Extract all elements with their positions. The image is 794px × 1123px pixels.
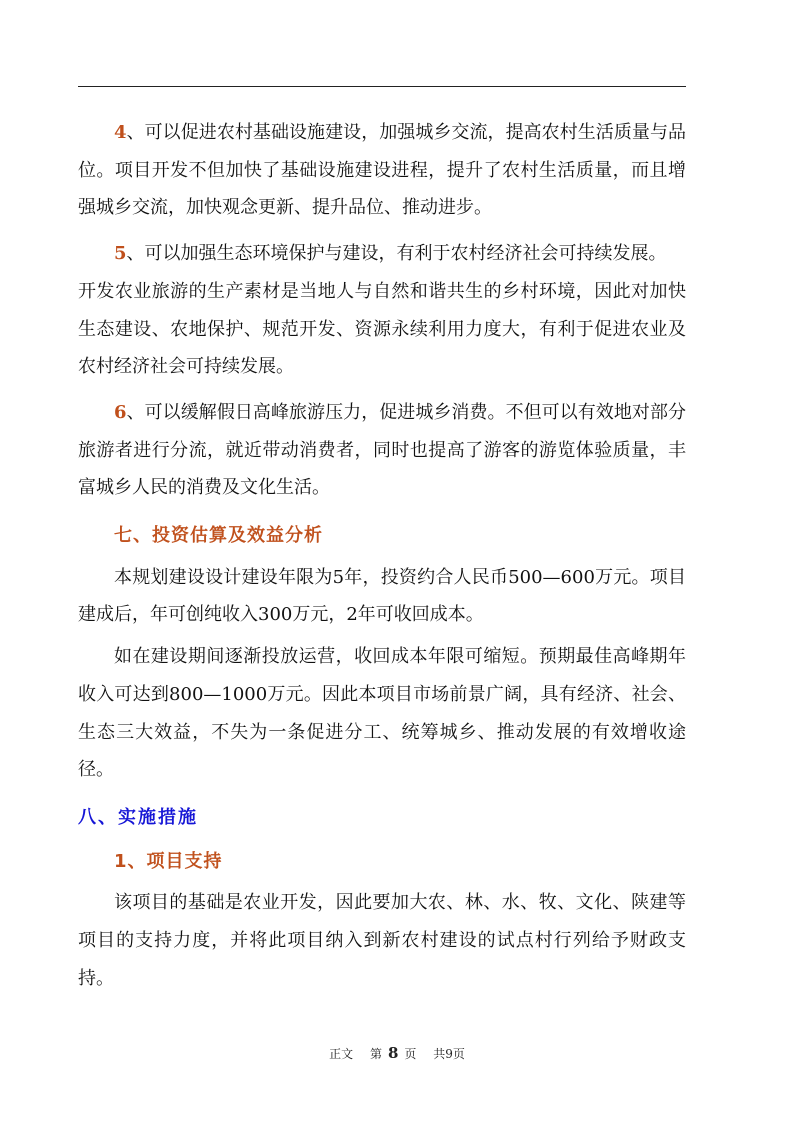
section-7-paragraph-2: 如在建设期间逐渐投放运营，收回成本年限可缩短。预期最佳高峰期年收入可达到800—1000万元。因此本项目市场前景广阔，具有经济、社会、生态三大效益，不失为一条促进分工、统筹城乡、推动发展的有效增收途径。 xyxy=(78,646,686,781)
footer-page-prefix: 第 xyxy=(369,1047,382,1061)
paragraph-item-5 xyxy=(78,235,686,273)
page-footer xyxy=(0,1044,794,1062)
section-7-paragraph-1: 本规划建设设计建设年限为5年，投资约合人民币500—600万元。项目建成后，年可创纯收入300万元，2年可收回成本。 xyxy=(78,566,686,626)
footer-page-suffix: 页 xyxy=(404,1047,417,1061)
item-text: 、可以促进农村基础设施建设，加强城乡交流，提高农村生活质量与品位。项目开发不但加快了基础设施建设进程，提升了农村生活质量，而且增强城乡交流，加快观念更新、提升品位、推动进步。 xyxy=(78,122,686,219)
section-7-heading: 七、投资估算及效益分析 xyxy=(114,525,323,547)
section-8-paragraph-1: 该项目的基础是农业开发，因此要加大农、林、水、牧、文化、陕建等项目的支持力度，并将此项目纳入到新农村建设的试点村行列给予财政支持。 xyxy=(78,892,686,989)
paragraph-item-4 xyxy=(78,114,686,227)
document-body xyxy=(78,114,686,997)
section-8-heading: 八、实施措施 xyxy=(78,806,198,828)
item-text: 开发农业旅游的生产素材是当地人与自然和谐共生的乡村环境，因此对加快生态建设、农地保护、规范开发、资源永续利用力度大，有利于促进农业及农村经济社会可持续发展。 xyxy=(78,280,686,378)
item-number: 6 xyxy=(114,401,127,423)
item-text: 、可以缓解假日高峰旅游压力，促进城乡消费。不但可以有效地对部分旅游者进行分流，就近带动消费者，同时也提高了游客的游览体验质量，丰富城乡人民的消费及文化生活。 xyxy=(78,401,686,499)
footer-label: 正文 xyxy=(329,1047,354,1061)
footer-page-number: 8 xyxy=(387,1044,399,1062)
paragraph-item-5-continued xyxy=(78,273,686,386)
item-text: 、可以加强生态环境保护与建设，有利于农村经济社会可持续发展。 xyxy=(126,243,667,265)
paragraph-item-6 xyxy=(78,394,686,507)
header-rule xyxy=(78,86,686,87)
section-8-subheading: 1、项目支持 xyxy=(114,850,223,872)
item-number: 5 xyxy=(114,243,127,265)
item-number: 4 xyxy=(114,122,127,143)
footer-total-pages: 共9页 xyxy=(433,1047,465,1061)
